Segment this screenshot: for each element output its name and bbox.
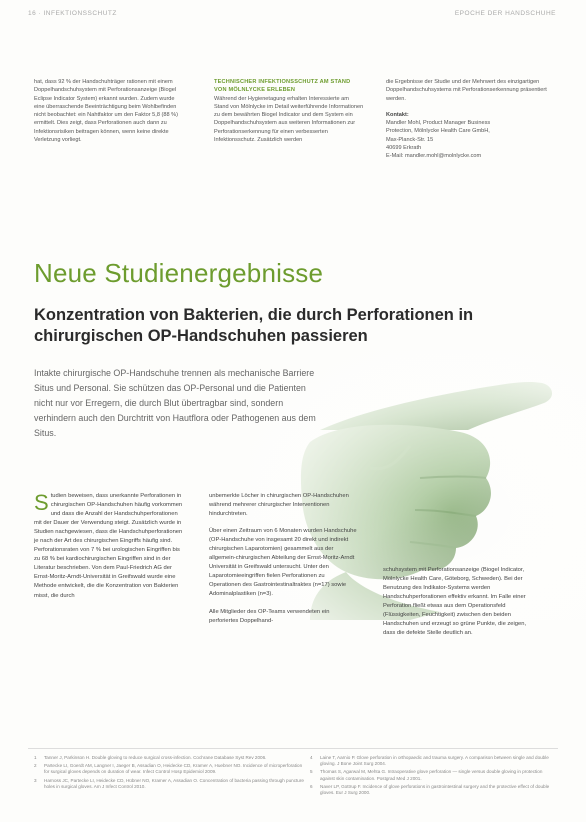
top-column-2-text: Während der Hygienetagung erhalten Interessierte am Stand von Mölnlycke im Detail weiterführende Informationen zu dem bewährten Biogel Indicator und dem System ein Doppelhandschuhsystem aus weiteren Informationen zur Perforationserkennung für einen verbesserten Infektionsschutz. Zusätzlich werden — [214, 95, 364, 144]
contact-line: Max-Planck-Str. 15 — [386, 136, 434, 143]
top-column-3-text: die Ergebnisse der Studie und der Mehrwert des einzigartigen Doppelhandschuhsystems mit Perforationserkennung präsentiert werden. — [386, 79, 547, 102]
contact-email: E-Mail: mandler.mohl@molnlycke.com — [386, 153, 482, 160]
contact-line: 40699 Erkrath — [386, 145, 422, 152]
reference-item: 3 Harnoss JC, Partecke LI, Heidecke CD, Hübner NO, Kramer A, Assadian O. Concentration of bacteria passing through puncture holes in surgical gloves. Am J Infect Control 2010. — [34, 777, 304, 789]
article-subtitle: Konzentration von Bakterien, die durch Perforationen in chirurgischen OP-Handschuhen passieren — [34, 306, 474, 345]
body-paragraph: schuhsystem mit Perforationsanzeige (Biogel Indicator, Mölnlycke Health Care, Göteborg, Schweden). Bei der Benutzung des Indikator-Systems werden Handschuhperforationen effektiv erkannt. Im Falle einer Perforation fließt etwas aus dem Operationsfeld (Flüssigkeiten, Feuchtigkeit) zwischen den beiden Handschuhen und erzeugt so grüne Punkte, die zeigen, dass die defekte Stelle deutlich an. — [383, 567, 527, 637]
reference-item: 1 Tanner J, Parkinson H. Double gloving to reduce surgical cross-infection. Cochrane Database Syst Rev 2006. — [34, 755, 267, 760]
top-column-1 — [34, 78, 184, 144]
body-paragraph: Über einen Zeitraum von 6 Monaten wurden Handschuhe (OP-Handschuhe von insgesamt 20 direkt und indirekt chirurgischen Laparotomien) gesammelt aus der allgemein-chirurgischen Abteilung der Ernst-Moritz-Arndt Universität in Greifswald untersucht. Unter den Laparotomieeingriffen fielen Perforationen zu Operationen des Gastrointestinaltraktes (n=17) sowie Adominalplastiken (n=3). — [209, 528, 357, 598]
article-intro: Intakte chirurgische OP-Handschuhe trennen als mechanische Barriere Situs und Personal. Sie schützen das OP-Personal und die Patienten nicht nur vor Erregern, die durch Blut übertragbar sind, sondern verhindern auch den Durchtritt von Hautflora oder Pathogenen aus dem Situs. — [34, 368, 316, 438]
running-header — [28, 8, 556, 22]
body-paragraph: Alle Mitglieder des OP-Teams verwendeten ein perforiertes Doppelhand- — [209, 608, 330, 624]
reference-item: 2 Partecke LI, Goerdt AM, Langner I, Jaeger B, Assadian O, Heidecke CD, Kramer A, Huebner NO. Incidence of microperforation for surgical gloves depends on duration of wear. Infect Control Hosp Epidemiol 2009. — [34, 763, 303, 775]
top-column-2 — [214, 78, 364, 144]
header-section-label: 16 · INFEKTIONSSCHUTZ — [28, 10, 117, 17]
reference-item: 6 Naver LP, Gottrup F. Incidence of glove perforations in gastrointestinal surgery and the protective effect of double gloves. Eur J Surg 2000. — [310, 783, 550, 796]
body-paragraph: unbemerkte Löcher in chirurgischen OP-Handschuhen während mehrerer chirurgischer Interventionen hindurchtreten. — [209, 493, 349, 518]
reference-item: 4 Laine T, Aarnio P. Glove perforation in orthopaedic and trauma surgery. A comparison between single and double gloving. J Bone Joint Surg 2004. — [310, 755, 549, 767]
article-title: Neue Studienergebnisse — [34, 258, 324, 288]
contact-line: Protection, Mölnlycke Health Care GmbH, — [386, 128, 490, 135]
top-column-3 — [386, 78, 551, 161]
reference-item: 5 Thomas S, Agarwal M, Mehta G. Intraoperative glove perforation — single versus double gloving in protection against skin contamination. Postgrad Med J 2001. — [310, 769, 543, 781]
header-publication-label: EPOCHE DER HANDSCHUHE — [454, 10, 556, 17]
body-column-3 — [383, 566, 538, 646]
body-column-1 — [34, 492, 184, 601]
body-column-2 — [209, 492, 357, 634]
footnote-divider — [28, 748, 558, 749]
drop-cap: S — [34, 490, 49, 515]
references-left — [34, 755, 304, 792]
body-column-1-text: tudien beweisen, dass unerkannte Perforationen in chirurgischen OP-Handschuhen häufig vorkommen und dass die Anzahl der Handschuhperforationen mit der Dauer der Verwendung steigt. Zusätzlich wurde in Studien nachgewiesen, dass die Handschuhperforationen je nach der Art des chirurgischen Eingriffs häufig sind. Perforationsraten von 7 % bei urologischen Eingriffen bis zu 68 % bei kardiochirurgischen Eingriffen sind in der Literatur beschrieben. Von dem Paul-Friedrich AG der Ernst-Moritz-Arndt-Universität in Greifswald wurde eine Methode entwickelt, die die Konzentration von Bakterien misst, die durch — [34, 493, 183, 599]
contact-heading: Kontakt: — [386, 111, 409, 118]
top-column-2-heading: TECHNISCHER INFEKTIONSSCHUTZ AM STAND VON MÖLNLYCKE ERLEBEN — [214, 79, 351, 94]
contact-line: Mandler Mohl, Product Manager Business — [386, 120, 491, 127]
references-right — [310, 755, 550, 798]
top-column-1-text: hat, dass 92 % der Handschuhträger rationen mit einem Doppelhandschuhsystem mit Perforationsanzeige (Biogel Eclipse Indicator System) erkannt wurden. Zudem wurde eine überraschende Beeinträchtigung beim Wohlbefinden nicht beobachtet: ein Nahtfaktor um den Faktor 5,8 (88 %) ermittelt. Dies zeigt, dass Perforationen auch dann zu Infektionsrisiken beitragen können, wenn keine direkte Verletzung vorliegt. — [34, 79, 178, 144]
